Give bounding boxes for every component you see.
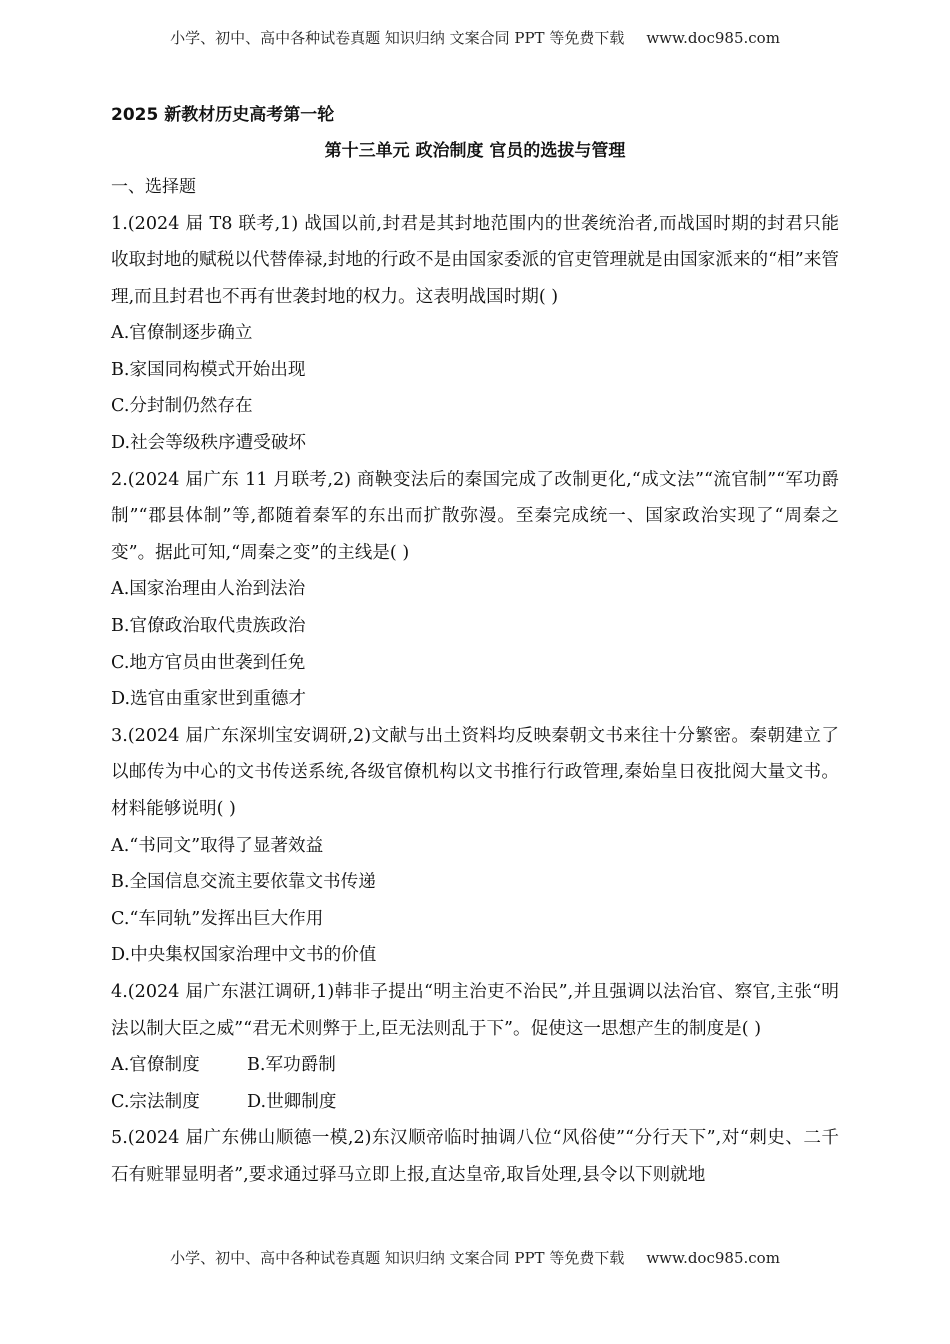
- question-stem: 3.(2024 届广东深圳宝安调研,2)文献与出土资料均反映秦朝文书来往十分繁密。秦朝建立了以邮传为中心的文书传送系统,各级官僚机构以文书推行行政管理,秦始皇日夜批阅大量文书。材料能够说明( ): [111, 725, 839, 819]
- option-b: B.家国同构模式开始出现: [111, 359, 306, 380]
- page-footer: [0, 1247, 950, 1268]
- option-a: A.官僚制逐步确立: [111, 323, 253, 344]
- question-stem: 1.(2024 届 T8 联考,1) 战国以前,封君是其封地范围内的世袭统治者,而战国时期的封君只能收取封地的赋税以代替俸禄,封地的行政不是由国家委派的官吏管理就是由国家派来的“相”来管理,而且封君也不再有世袭封地的权力。这表明战国时期( ): [111, 213, 839, 307]
- question-2: [111, 462, 839, 718]
- option-d: D.中央集权国家治理中文书的价值: [111, 945, 377, 966]
- page-header: [0, 27, 950, 48]
- option-d: D.社会等级秩序遭受破坏: [111, 433, 307, 454]
- option-c: C.“车同轨”发挥出巨大作用: [111, 908, 324, 929]
- option-row: [111, 1084, 839, 1121]
- question-3: [111, 718, 839, 974]
- unit-title: 第十三单元 政治制度 官员的选拔与管理: [324, 141, 626, 161]
- option-c: C.宗法制度: [111, 1091, 200, 1112]
- question-stem: 5.(2024 届广东佛山顺德一模,2)东汉顺帝临时抽调八位“风俗使”“分行天下”,对“刺史、二千石有赃罪显明者”,要求通过驿马立即上报,直达皇帝,取旨处理,县令以下则就地: [111, 1128, 839, 1185]
- question-4: [111, 974, 839, 1120]
- footer-text: 小学、初中、高中各种试卷真题 知识归纳 文案合同 PPT 等免费下载: [170, 1249, 625, 1267]
- question-5: [111, 1120, 839, 1193]
- question-stem: 4.(2024 届广东湛江调研,1)韩非子提出“明主治吏不治民”,并且强调以法治官、察官,主张“明法以制大臣之威”“君无术则弊于上,臣无法则乱于下”。促使这一思想产生的制度是( ): [111, 981, 839, 1039]
- option-a: A.官僚制度: [111, 1055, 200, 1076]
- doc-title: 2025 新教材历史高考第一轮: [111, 105, 335, 125]
- header-site-link[interactable]: www.doc985.com: [646, 29, 780, 47]
- section-title: 一、选择题: [111, 177, 196, 197]
- document-body: [111, 97, 839, 1194]
- footer-site-link[interactable]: www.doc985.com: [646, 1249, 780, 1267]
- option-a: A.“书同文”取得了显著效益: [111, 835, 324, 856]
- option-row: [111, 1047, 839, 1084]
- option-b: B.官僚政治取代贵族政治: [111, 616, 306, 637]
- option-b: B.全国信息交流主要依靠文书传递: [111, 872, 376, 893]
- header-text: 小学、初中、高中各种试卷真题 知识归纳 文案合同 PPT 等免费下载: [170, 29, 625, 47]
- option-a: A.国家治理由人治到法治: [111, 579, 306, 600]
- question-1: [111, 206, 839, 462]
- option-c: C.分封制仍然存在: [111, 396, 253, 417]
- question-stem: 2.(2024 届广东 11 月联考,2) 商鞅变法后的秦国完成了改制更化,“成文法”“流官制”“军功爵制”“郡县体制”等,都随着秦军的东出而扩散弥漫。至秦完成统一、国家政治实现了“周秦之变”。据此可知,“周秦之变”的主线是( ): [111, 469, 839, 563]
- option-d: D.选官由重家世到重德才: [111, 689, 307, 710]
- option-c: C.地方官员由世袭到任免: [111, 652, 306, 673]
- option-b: B.军功爵制: [247, 1055, 336, 1076]
- option-d: D.世卿制度: [247, 1091, 337, 1112]
